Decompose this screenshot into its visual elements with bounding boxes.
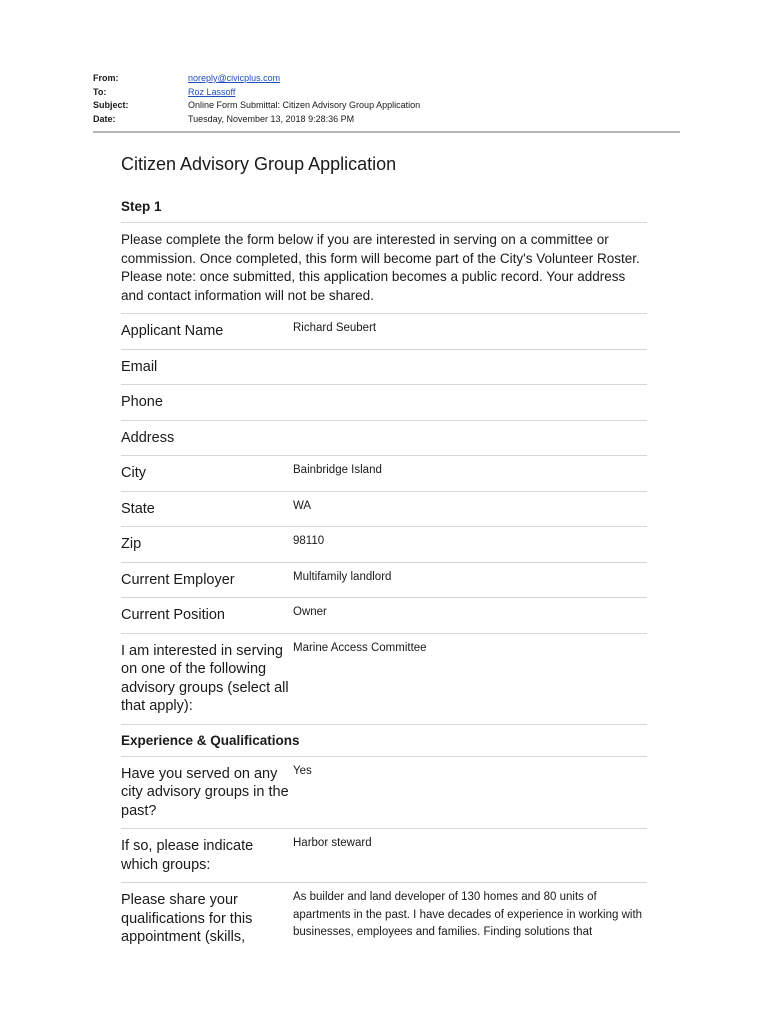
field-row-current-position xyxy=(121,598,647,634)
field-label: Applicant Name xyxy=(121,323,224,339)
field-row-advisory-groups xyxy=(121,634,647,725)
header-divider xyxy=(93,131,680,133)
field-value: Richard Seubert xyxy=(293,322,377,334)
field-value: WA xyxy=(293,499,312,512)
date-value: Tuesday, November 13, 2018 9:28:36 PM xyxy=(188,113,355,124)
field-value xyxy=(293,421,647,456)
field-value xyxy=(293,385,647,420)
from-email-link[interactable]: noreply@civicplus.com xyxy=(188,73,281,83)
date-label: Date: xyxy=(93,113,116,124)
field-value: Owner xyxy=(293,606,327,618)
field-label: City xyxy=(121,465,146,481)
step-heading: Step 1 xyxy=(121,178,647,223)
field-value: Multifamily landlord xyxy=(293,570,392,583)
field-row-applicant-name xyxy=(121,314,647,350)
field-value xyxy=(293,350,647,385)
field-row-email xyxy=(121,350,647,386)
field-label: Phone xyxy=(121,394,163,410)
header-row-date xyxy=(93,113,683,127)
subject-value: Online Form Submittal: Citizen Advisory Group Application xyxy=(188,100,421,110)
field-label: If so, please indicate which groups: xyxy=(121,838,254,873)
email-header xyxy=(93,72,683,126)
header-row-from xyxy=(93,72,683,86)
field-row-address xyxy=(121,421,647,457)
header-row-subject xyxy=(93,99,683,113)
field-label: I am interested in serving on one of the following advisory groups (select all that apply): xyxy=(121,642,289,714)
field-value: Harbor steward xyxy=(293,837,372,849)
form-title: Citizen Advisory Group Application xyxy=(121,154,397,174)
field-row-city xyxy=(121,456,647,492)
form-intro: Please complete the form below if you are interested in serving on a committee or commission. Once completed, this form will become part of the City's Volunteer Roster. Please note: once submitted, this application becomes a public record. Your address and contact information will not be shared. xyxy=(121,223,647,314)
subject-label: Subject: xyxy=(93,100,129,110)
field-label: Email xyxy=(121,358,158,375)
field-value: 98110 xyxy=(293,535,325,547)
field-row-which-groups xyxy=(121,829,647,883)
field-label: State xyxy=(121,500,155,517)
field-label: Current Position xyxy=(121,607,225,623)
field-label: Have you served on any city advisory groups in the past? xyxy=(121,765,289,819)
field-label: Address xyxy=(121,429,175,446)
to-recipient-link[interactable]: Roz Lassoff xyxy=(188,86,236,97)
field-row-zip xyxy=(121,527,647,563)
field-label: Please share your qualifications for this appointment (skills, xyxy=(121,892,253,945)
field-row-served-before xyxy=(121,757,647,830)
to-label: To: xyxy=(93,86,107,97)
field-row-phone xyxy=(121,385,647,421)
field-value: As builder and land developer of 130 homes and 80 units of apartments in the past. I have decades of experience in working with businesses, employees and families. Finding solutions that xyxy=(293,891,643,938)
field-value: Marine Access Committee xyxy=(293,641,427,654)
experience-heading: Experience & Qualifications xyxy=(121,725,647,757)
form-body xyxy=(121,150,647,955)
field-row-qualifications xyxy=(121,883,647,955)
field-label: Current Employer xyxy=(121,571,235,588)
header-row-to xyxy=(93,86,683,100)
field-row-current-employer xyxy=(121,563,647,599)
field-value: Yes xyxy=(293,764,312,777)
field-row-state xyxy=(121,492,647,528)
field-value: Bainbridge Island xyxy=(293,464,382,476)
field-label: Zip xyxy=(121,536,142,552)
from-label: From: xyxy=(93,73,119,83)
